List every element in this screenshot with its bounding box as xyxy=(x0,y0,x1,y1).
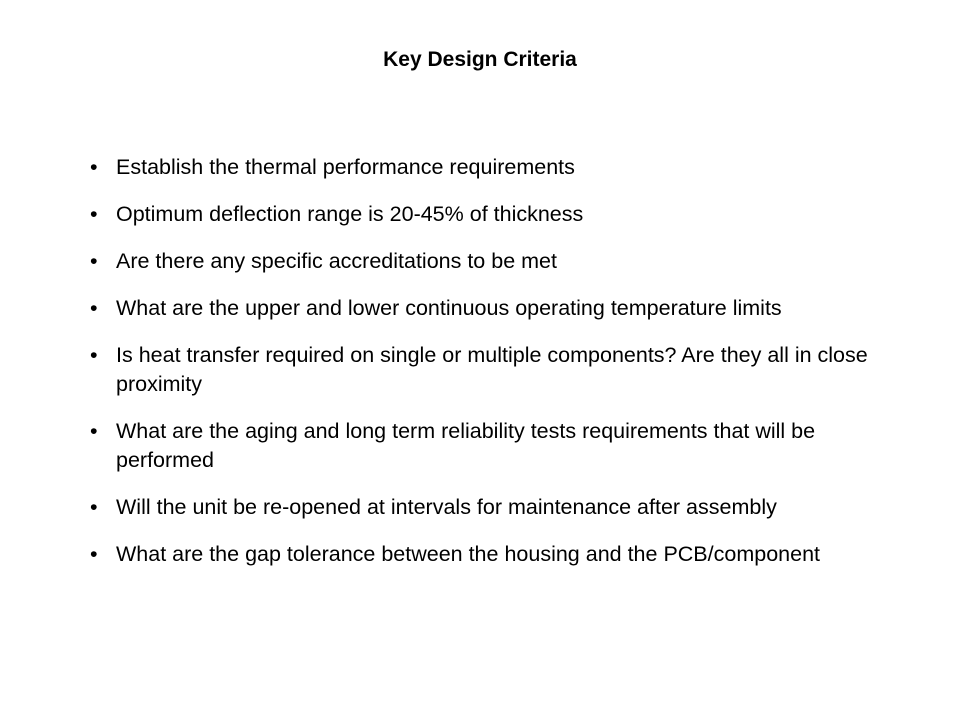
bullet-item xyxy=(86,493,876,522)
bullet-icon: • xyxy=(90,155,98,179)
bullet-icon: • xyxy=(90,495,98,519)
bullet-text: Will the unit be re-opened at intervals for maintenance after assembly xyxy=(116,495,777,519)
bullet-icon: • xyxy=(90,296,98,320)
bullet-item xyxy=(86,540,876,569)
bullet-text: What are the gap tolerance between the housing and the PCB/component xyxy=(116,542,820,566)
bullet-item xyxy=(86,341,876,399)
bullet-text: Is heat transfer required on single or multiple components? Are they all in close proximity xyxy=(116,343,868,396)
bullet-icon: • xyxy=(90,202,98,226)
bullet-item xyxy=(86,417,876,475)
slide-title: Key Design Criteria xyxy=(383,48,577,71)
bullet-icon: • xyxy=(90,343,98,367)
bullet-text: Are there any specific accreditations to be met xyxy=(116,249,557,273)
bullet-icon: • xyxy=(90,419,98,443)
bullet-icon: • xyxy=(90,542,98,566)
bullet-text: Establish the thermal performance requirements xyxy=(116,155,575,179)
bullet-icon: • xyxy=(90,249,98,273)
bullet-text: What are the upper and lower continuous operating temperature limits xyxy=(116,296,782,320)
bullet-item xyxy=(86,294,876,323)
bullet-text: What are the aging and long term reliability tests requirements that will be performed xyxy=(116,419,816,472)
bullet-item xyxy=(86,153,876,182)
bullet-item xyxy=(86,200,876,229)
bullet-text: Optimum deflection range is 20-45% of thickness xyxy=(116,202,584,226)
bullet-list xyxy=(86,153,876,587)
bullet-item xyxy=(86,247,876,276)
